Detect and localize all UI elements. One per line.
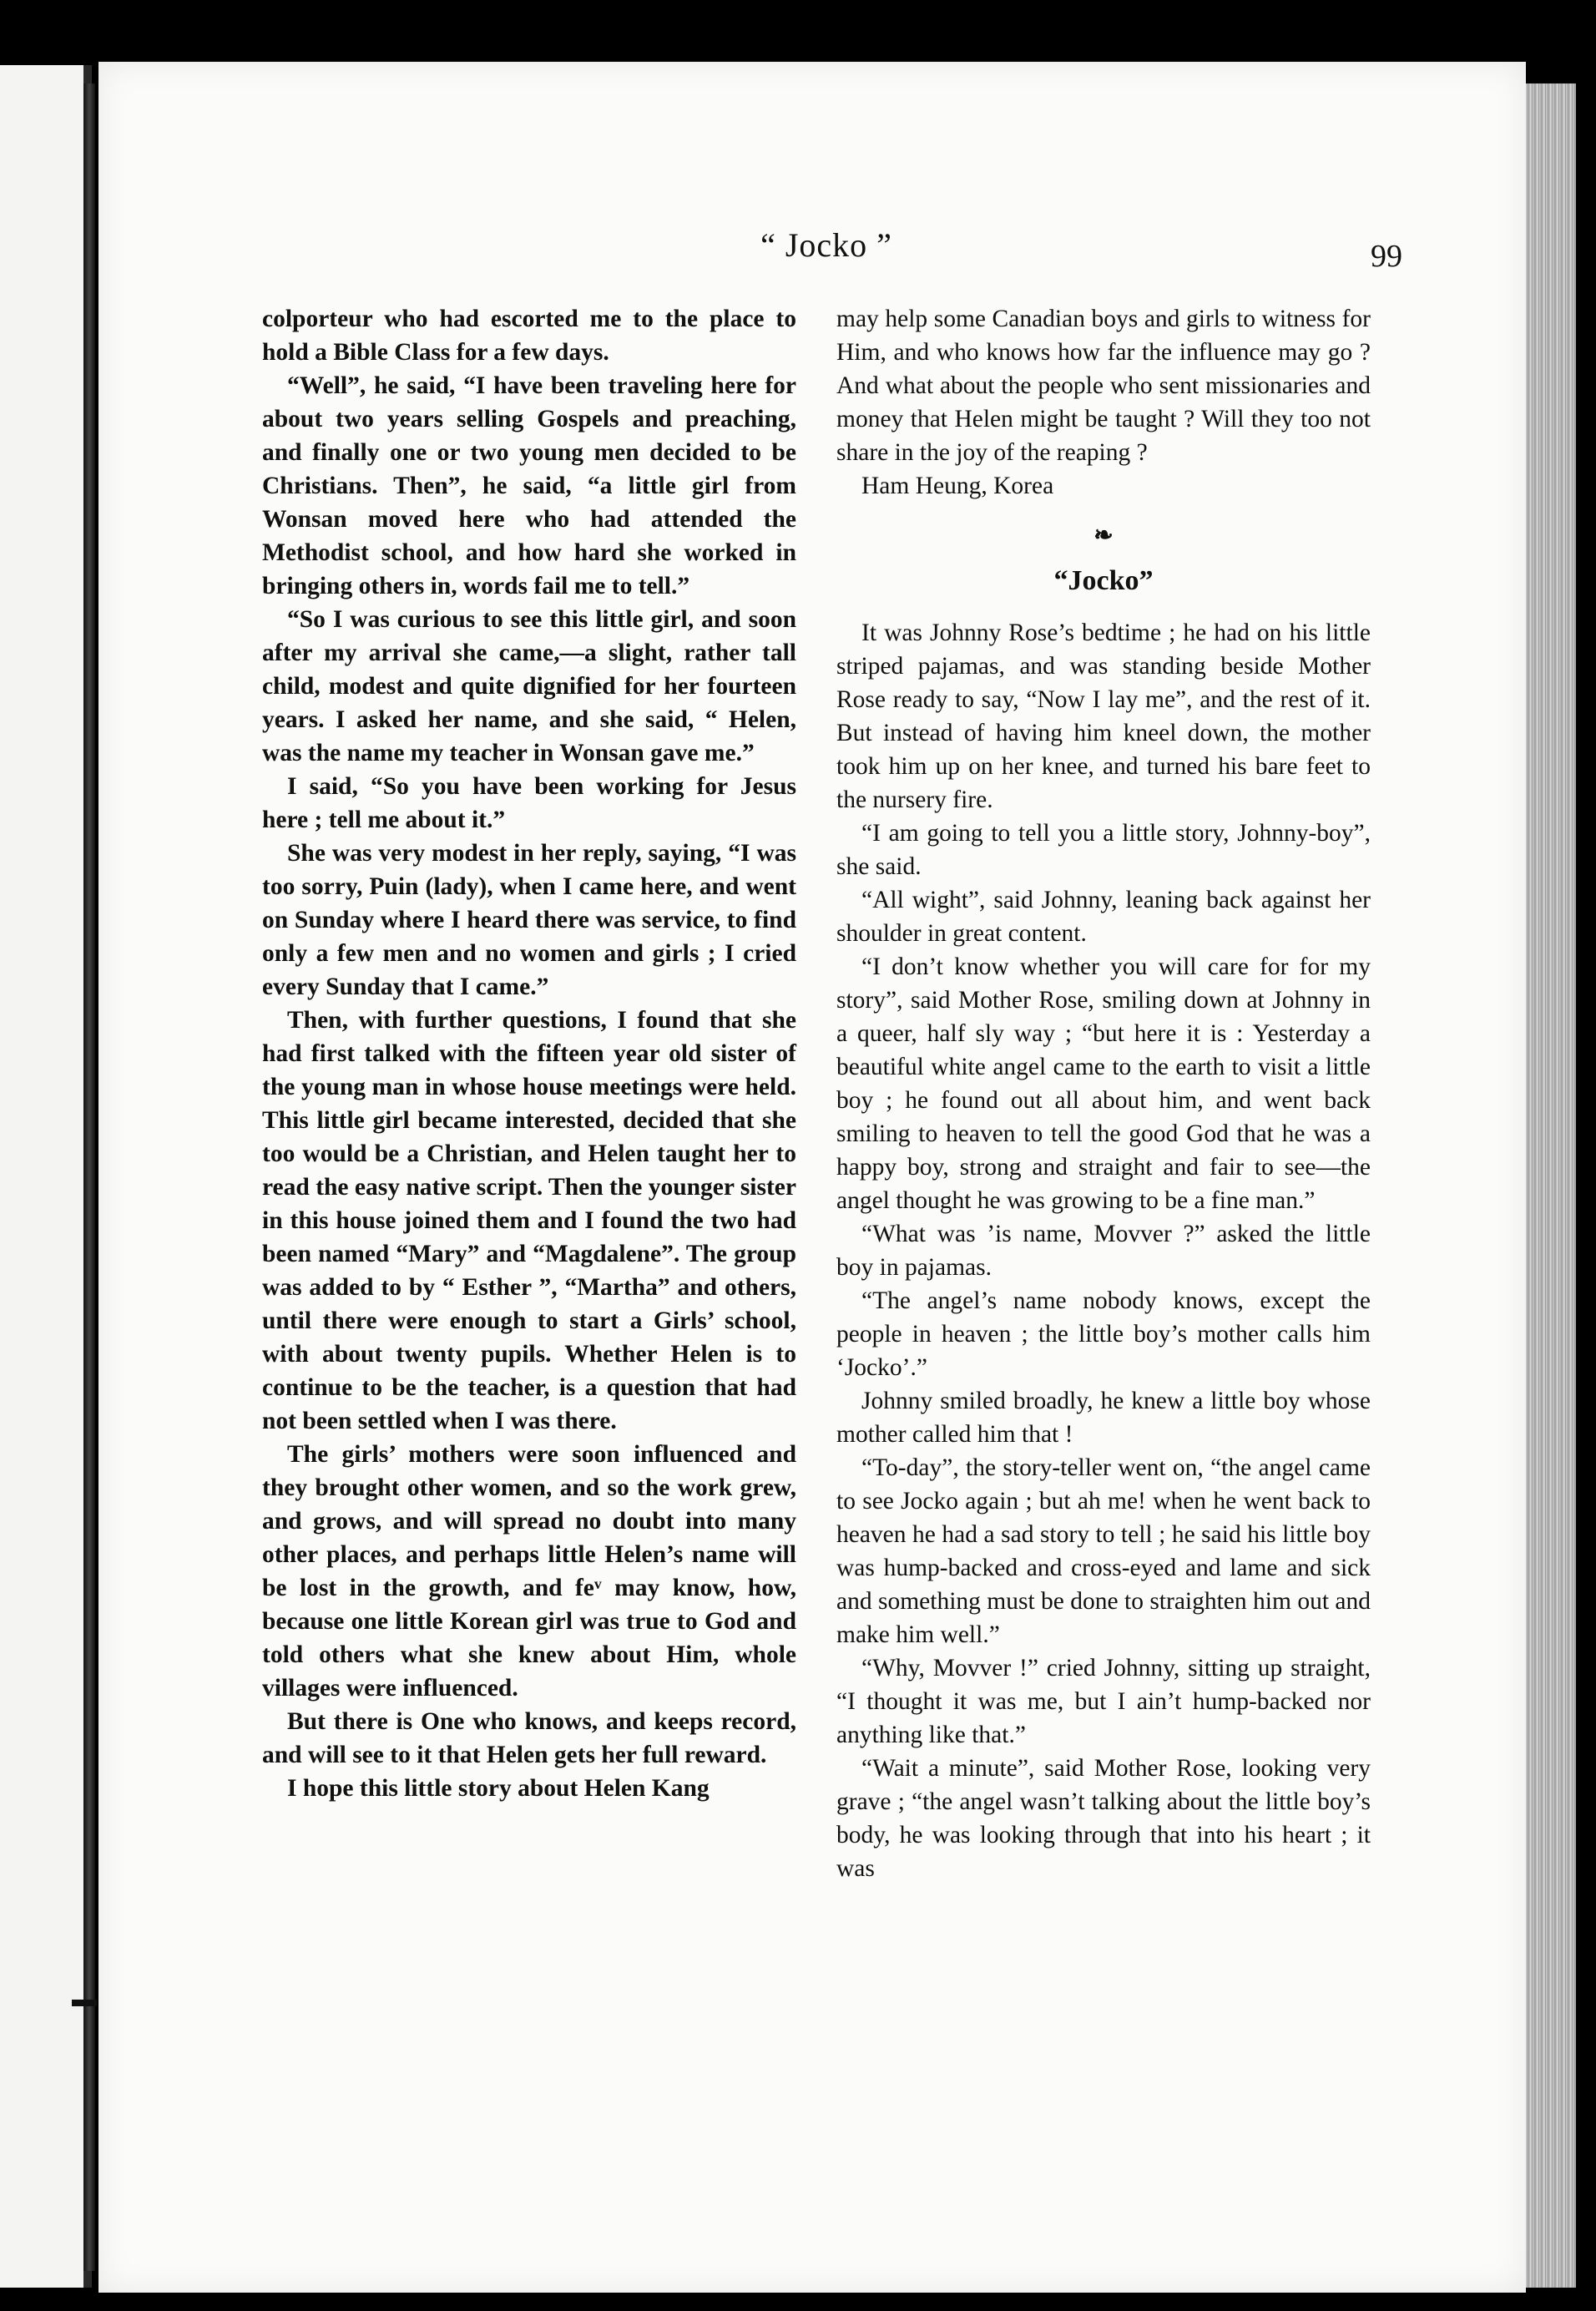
paragraph: “To-day”, the story-teller went on, “the angel came to see Jocko again ; but ah me! when he went back to heaven he had a sad story to tell ; he said his little boy was hump-backed and cross-eyed and lame and sick and something must be done to straighten him out and make him well.” xyxy=(836,1454,1371,1648)
paragraph: I hope this little story about Helen Kang xyxy=(287,1775,710,1802)
left-column xyxy=(262,302,796,1805)
ornament-icon: ❧ xyxy=(1093,523,1114,549)
paragraph: But there is One who knows, and keeps record, and will see to it that Helen gets her full reward. xyxy=(262,1708,796,1768)
page-number: 99 xyxy=(1371,239,1402,274)
paragraph: The girls’ mothers were soon influenced and they brought other women, and so the work grew, and grows, and will spread no doubt into many other places, and perhaps little Helen’s name will be lost in the growth, and feᵛ may know, how, because one little Korean girl was true to God and told others what she knew about Him, whole villages were influenced. xyxy=(262,1441,796,1702)
section-title: “Jocko” xyxy=(1053,565,1154,596)
paragraph: It was Johnny Rose’s bedtime ; he had on his little striped pajamas, and was standing beside Mother Rose ready to say, “Now I lay me”, and the rest of it. But instead of having him kneel down, the mother took him up on her knee, and turned his bare feet to the nursery fire. xyxy=(836,619,1371,813)
paragraph: colporteur who had escorted me to the place to hold a Bible Class for a few days. xyxy=(262,306,796,366)
paragraph: “The angel’s name nobody knows, except the people in heaven ; the little boy’s mother calls him ‘Jocko’.” xyxy=(836,1287,1371,1381)
paragraph: “I don’t know whether you will care for for my story”, said Mother Rose, smiling down at Johnny in a queer, half sly way ; “but here it is : Yesterday a beautiful white angel came to the earth to visit a little boy ; he found out all about him, and went back smiling to heaven to tell the good God that he was a happy boy, strong and straight and fair to see—the angel thought he was growing to be a fine man.” xyxy=(836,953,1371,1214)
paragraph: “What was ’is name, Movver ?” asked the little boy in pajamas. xyxy=(836,1221,1371,1281)
facing-page-edge xyxy=(0,65,92,2288)
paragraph: “So I was curious to see this little girl, and soon after my arrival she came,—a slight, rather tall child, modest and quite dignified for her fourteen years. I asked her name, and she said, “ Helen, was the name my teacher in Wonsan gave me.” xyxy=(262,606,796,766)
margin-mark xyxy=(72,2000,97,2006)
book-binding xyxy=(83,83,95,2271)
paragraph: Then, with further questions, I found that she had first talked with the fifteen year old sister of the young man in whose house meetings were held. This little girl became interested, decided that she too would be a Christian, and Helen taught her to read the easy native script. Then the younger sister in this house joined them and I found the two had been named “Mary” and “Magdalene”. The group was added to by “ Esther ”, “Martha” and others, until there were enough to start a Girls’ school, with about twenty pupils. Whether Helen is to continue to be the teacher, is a question that had not been settled when I was there. xyxy=(262,1007,796,1434)
running-head: “ Jocko ” xyxy=(760,226,892,264)
paragraph: “Why, Movver !” cried Johnny, sitting up straight, “I thought it was me, but I ain’t hump-backed nor anything like that.” xyxy=(836,1655,1371,1748)
paragraph: may help some Canadian boys and girls to witness for Him, and who knows how far the influence may go ? And what about the people who sent missionaries and money that Helen might be taught ? Will they too not share in the joy of the reaping ? xyxy=(836,306,1371,466)
paragraph: She was very modest in her reply, saying, “I was too sorry, Puin (lady), when I came here, and went on Sunday where I heard there was service, to find only a few men and no women and girls ; I cried every Sunday that I came.” xyxy=(262,840,796,1000)
paragraph: “I am going to tell you a little story, Johnny-boy”, she said. xyxy=(836,820,1371,880)
paragraph: “Well”, he said, “I have been traveling here for about two years selling Gospels and preaching, and finally one or two young men decided to be Christians. Then”, he said, “a little girl from Wonsan moved here who had attended the Methodist school, and how hard she worked in bringing others in, words fail me to tell.” xyxy=(262,372,796,599)
page-stack-edge xyxy=(1526,83,1576,2288)
paragraph: I said, “So you have been working for Jesus here ; tell me about it.” xyxy=(262,773,796,833)
right-column xyxy=(836,302,1371,1885)
signature-line: Ham Heung, Korea xyxy=(861,473,1054,499)
paragraph: Johnny smiled broadly, he knew a little boy whose mother called him that ! xyxy=(836,1388,1371,1448)
paragraph: “All wight”, said Johnny, leaning back against her shoulder in great content. xyxy=(836,887,1371,947)
paragraph: “Wait a minute”, said Mother Rose, looking very grave ; “the angel wasn’t talking about the little boy’s body, he was looking through that into his heart ; it was xyxy=(836,1755,1371,1882)
